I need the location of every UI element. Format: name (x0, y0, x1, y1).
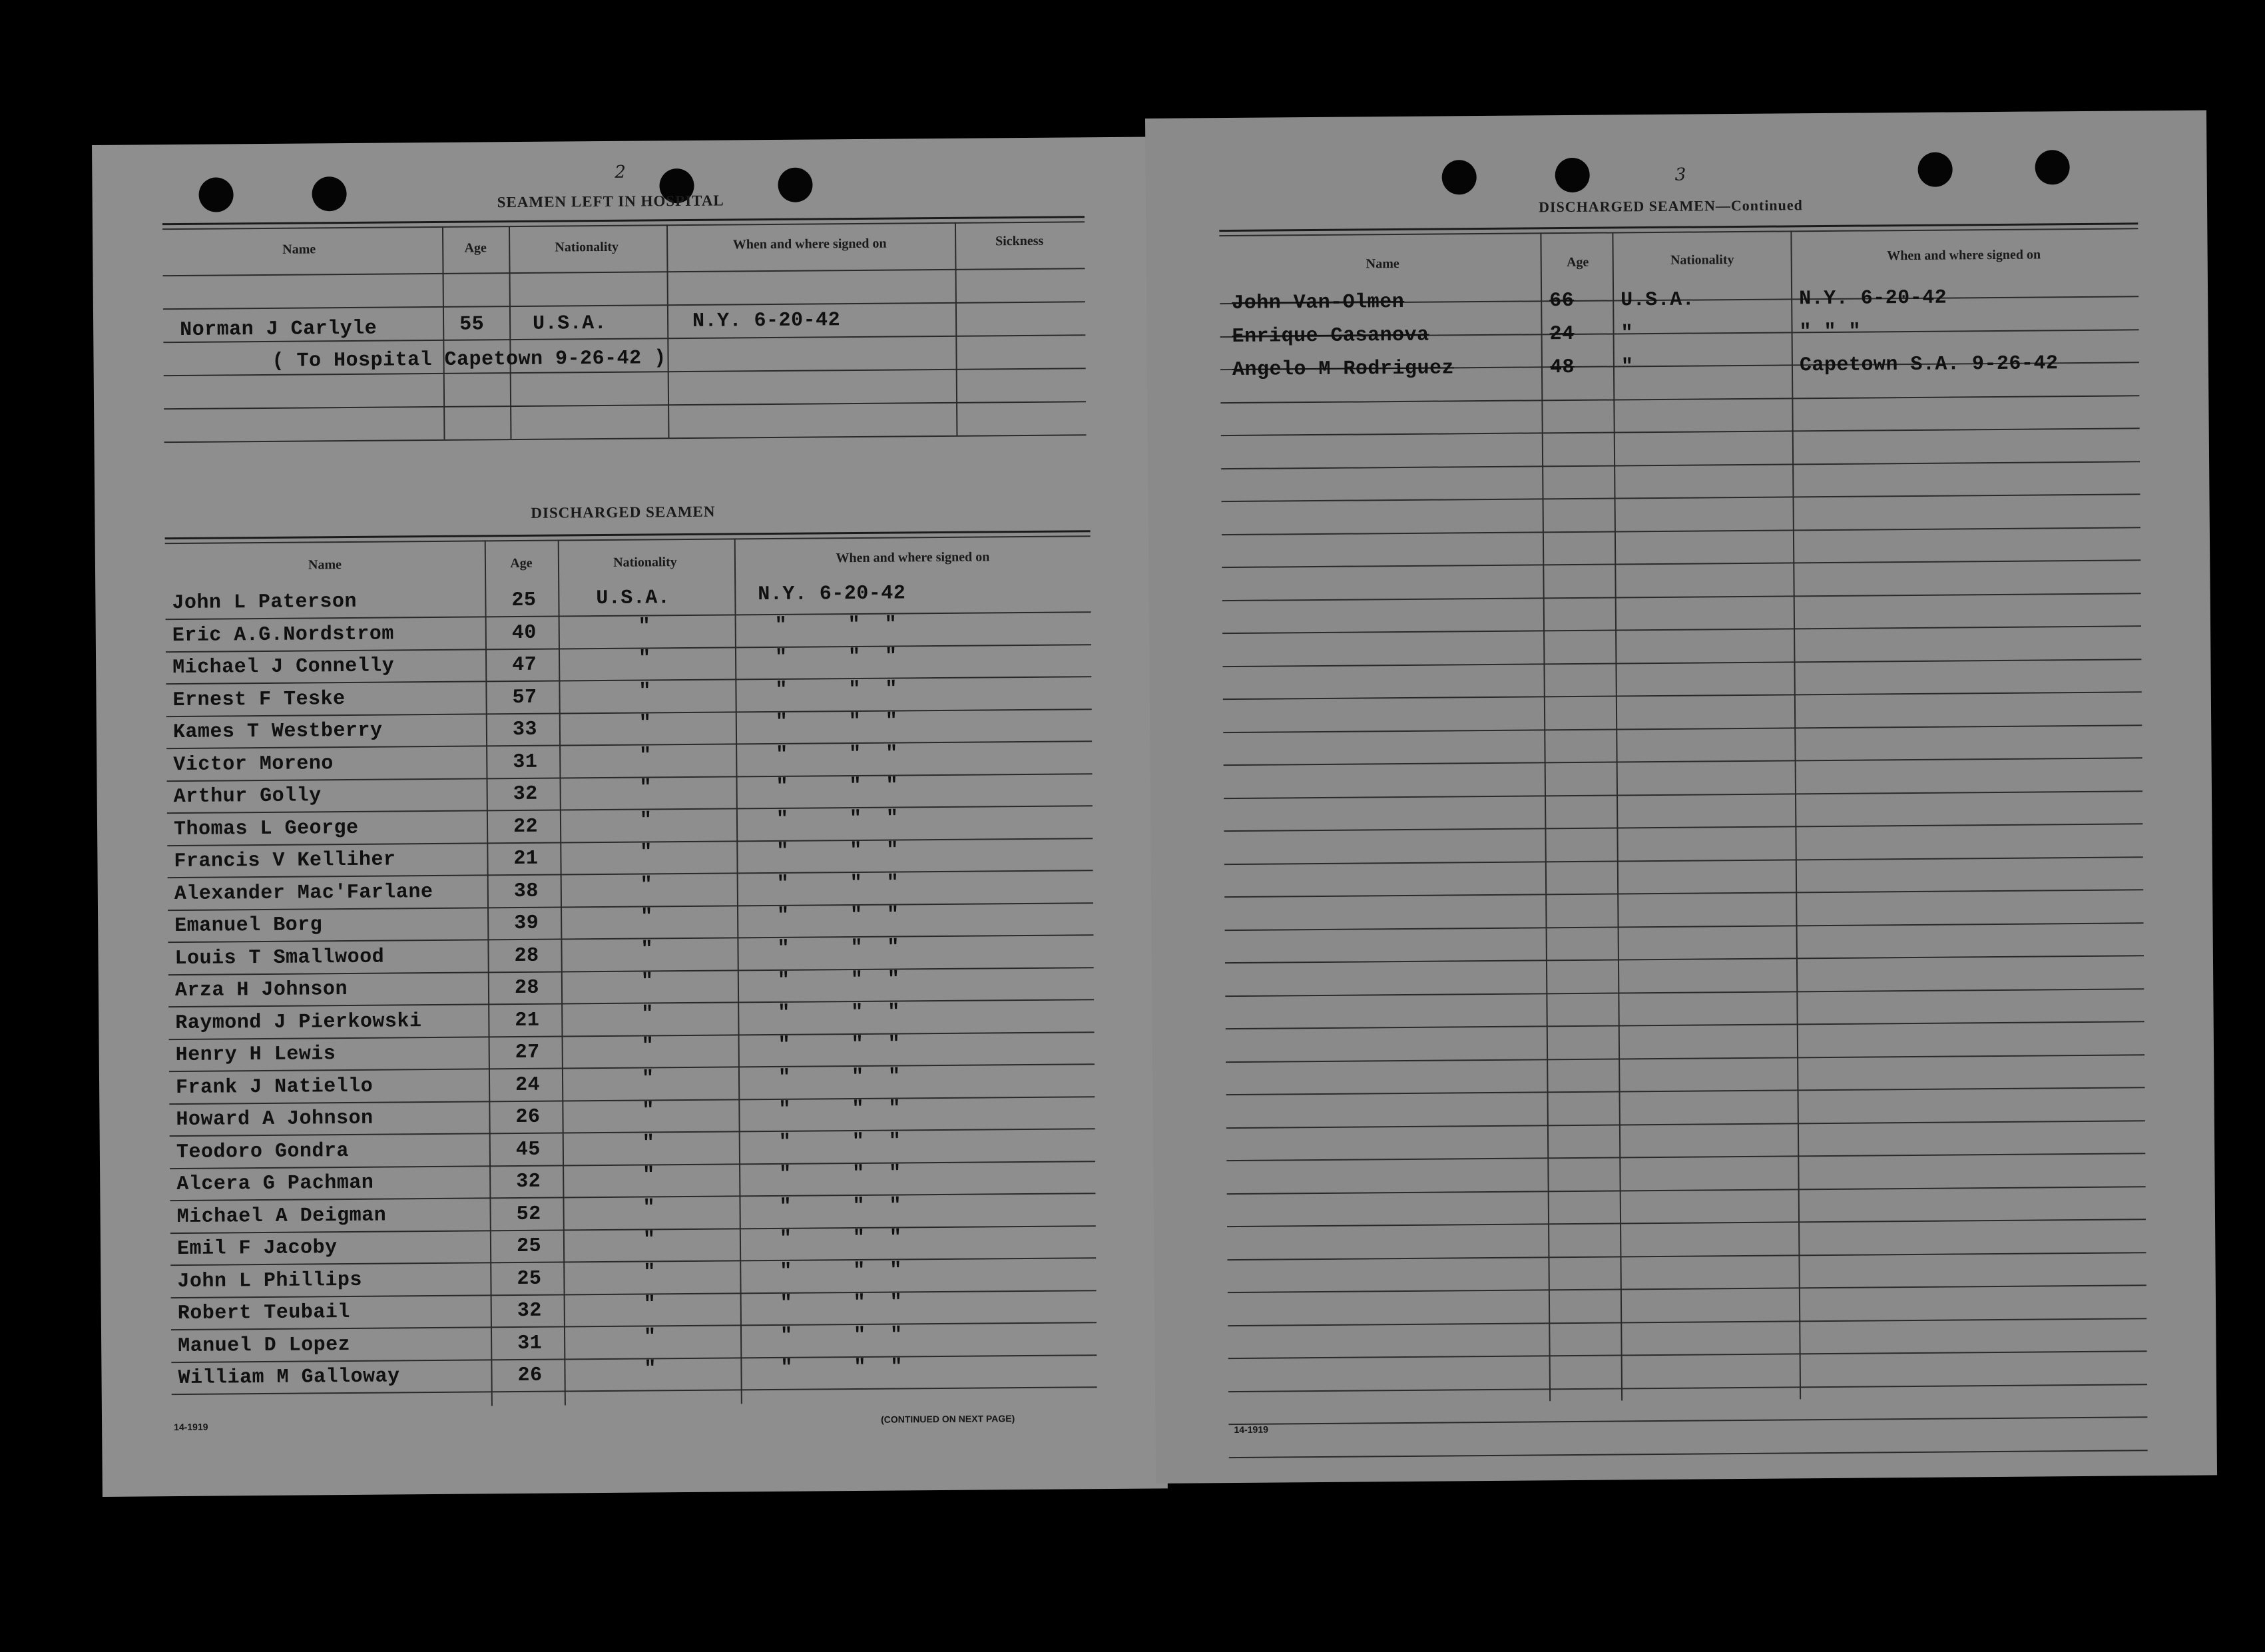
row-rule (1226, 1021, 2144, 1029)
signed-on-ditto: " (885, 710, 897, 733)
seaman-name: Ernest F Teske (172, 687, 346, 712)
nationality-ditto: " (640, 970, 654, 993)
seaman-name: Francis V Kelliher (174, 848, 396, 874)
signed-on-ditto: " (852, 1097, 864, 1121)
hospital-nationality: U.S.A. (532, 312, 607, 336)
row-rule (1223, 724, 2142, 733)
signed-on-ditto: " (775, 679, 788, 702)
seaman-age: 21 (513, 847, 539, 871)
signed-on-ditto: " (779, 1195, 792, 1219)
seaman-age: 24 (1549, 322, 1575, 346)
seaman-name: Victor Moreno (173, 752, 334, 776)
punch-hole (1555, 158, 1589, 192)
signed-on-ditto: " (885, 678, 897, 701)
signed-on-ditto: " (778, 1098, 791, 1121)
nationality-ditto: " (641, 1067, 654, 1091)
punch-hole (198, 177, 233, 212)
col-header-signed-on: When and where signed on (836, 549, 990, 566)
signed-on-ditto: " (848, 613, 860, 637)
seaman-name: Enrique Casanova (1232, 324, 1429, 348)
col-divider (1540, 232, 1551, 1401)
signed-on-ditto: " (851, 1001, 864, 1024)
signed-on-ditto: " (850, 936, 863, 960)
seaman-name: William M Galloway (178, 1365, 400, 1390)
row-rule (1224, 856, 2143, 865)
punch-hole (2035, 150, 2069, 184)
col-header-name: Name (282, 242, 316, 257)
row-rule (1222, 559, 2140, 568)
signed-on-ditto: " (779, 1163, 792, 1186)
signed-on-ditto: " (780, 1324, 793, 1348)
seaman-name: Robert Teubail (177, 1301, 350, 1326)
seaman-age: 52 (516, 1203, 541, 1226)
signed-on-ditto: " (849, 742, 862, 766)
nationality-ditto: " (640, 873, 652, 897)
seaman-signed-on: N.Y. 6-20-42 (1799, 286, 1947, 311)
seaman-age: 48 (1549, 356, 1575, 380)
col-header-sickness: Sickness (995, 233, 1044, 249)
col-header-name: Name (308, 557, 342, 573)
signed-on-ditto: " (848, 645, 861, 669)
signed-on-ditto: " (778, 1033, 790, 1057)
page-number: 3 (1674, 164, 1686, 185)
signed-on-ditto: " (884, 613, 897, 637)
signed-on-ditto: " (850, 839, 862, 863)
row-rule (1224, 790, 2142, 799)
row-rule (1225, 988, 2144, 997)
col-divider (558, 540, 566, 1406)
seaman-age: 25 (517, 1267, 542, 1290)
col-divider (1612, 232, 1623, 1400)
seaman-age: 33 (512, 718, 538, 742)
row-rule (1225, 955, 2144, 964)
signed-on-ditto: " (889, 1258, 902, 1282)
signed-on-ditto: " (887, 1001, 900, 1024)
seaman-age: 22 (513, 815, 539, 838)
signed-on-ditto: " (780, 1292, 792, 1315)
signed-on-ditto: " (890, 1356, 903, 1379)
nationality-ditto: " (643, 1293, 656, 1316)
nationality-ditto: " (638, 712, 651, 735)
row-rule (1224, 889, 2143, 898)
seaman-name: Arthur Golly (173, 784, 322, 809)
seaman-name: John L Paterson (172, 590, 358, 615)
seaman-name: Angelo M Rodriguez (1232, 357, 1455, 382)
signed-on-ditto: " (777, 937, 790, 960)
row-rule (1222, 593, 2141, 601)
seaman-name: Raymond J Pierkowski (175, 1009, 422, 1035)
row-rule (1222, 493, 2140, 502)
seaman-age: 32 (516, 1170, 541, 1194)
signed-on-ditto: " (778, 1131, 791, 1154)
seaman-name: Howard A Johnson (176, 1107, 374, 1132)
nationality-ditto: " (643, 1325, 656, 1349)
seaman-nationality: " (1621, 322, 1634, 346)
rule (162, 216, 1085, 225)
row-rule (1223, 691, 2142, 700)
signed-on-ditto: " (886, 904, 899, 927)
seaman-age: 28 (514, 944, 539, 967)
signed-on-ditto: " (852, 1162, 865, 1186)
row-rule (1224, 823, 2142, 832)
row-rule (1229, 1450, 2148, 1458)
seaman-nationality: U.S.A. (1621, 288, 1695, 312)
discharged-section-title: DISCHARGED SEAMEN (531, 503, 716, 521)
rule (163, 301, 1085, 310)
signed-on-ditto: " (777, 969, 790, 992)
hospital-name: Norman J Carlyle (180, 317, 378, 342)
nationality-ditto: " (642, 1164, 655, 1187)
col-header-nationality: Nationality (555, 239, 619, 255)
seaman-signed-on: N.Y. 6-20-42 (758, 582, 906, 607)
signed-on-ditto: " (887, 968, 900, 991)
signed-on-ditto: " (851, 1065, 864, 1089)
punch-hole (778, 168, 812, 202)
signed-on-ditto: " (780, 1260, 792, 1283)
nationality-ditto: " (641, 1035, 654, 1058)
signed-on-ditto: " (887, 936, 899, 960)
row-rule (1228, 1350, 2147, 1359)
row-rule (1226, 1120, 2145, 1129)
nationality-ditto: " (640, 841, 652, 864)
row-rule (1222, 625, 2141, 634)
signed-on-ditto: " (886, 839, 899, 862)
signed-on-ditto: " (889, 1195, 901, 1218)
signed-on-ditto: " (780, 1356, 793, 1380)
right-section-title: DISCHARGED SEAMEN—Continued (1538, 196, 1803, 216)
seaman-name: Henry H Lewis (175, 1043, 336, 1067)
nationality-ditto: " (639, 744, 652, 768)
col-header-age: Age (510, 555, 533, 571)
nationality-ditto: " (643, 1260, 656, 1284)
row-rule (1222, 659, 2141, 667)
signed-on-ditto: " (848, 678, 861, 701)
col-header-age: Age (464, 240, 487, 256)
signed-on-ditto: " (848, 710, 861, 734)
signed-on-ditto: " (889, 1227, 902, 1250)
signed-on-ditto: " (888, 1097, 901, 1121)
page-number: 2 (615, 162, 627, 182)
row-rule (1226, 1153, 2145, 1161)
signed-on-ditto: " (774, 614, 787, 637)
hospital-note: ( To Hospital Capetown 9-26-42 ) (272, 347, 666, 373)
row-rule (1228, 1284, 2146, 1293)
signed-on-ditto: " (776, 840, 789, 863)
seaman-name: Kames T Westberry (172, 719, 383, 744)
nationality-ditto: " (638, 615, 650, 639)
rule (164, 401, 1086, 410)
signed-on-ditto: " (850, 904, 863, 928)
punch-hole (1442, 160, 1477, 194)
col-divider (485, 540, 493, 1406)
signed-on-ditto: " (853, 1259, 866, 1282)
signed-on-ditto: " (885, 774, 898, 798)
rule (1219, 222, 2138, 232)
row-rule (1225, 922, 2144, 931)
seaman-name: Thomas L George (173, 816, 359, 841)
row-rule (1220, 395, 2139, 404)
signed-on-ditto: " (850, 968, 864, 992)
signed-on-ditto: " (852, 1130, 864, 1153)
seaman-age: 47 (512, 653, 537, 677)
nationality-ditto: " (639, 776, 652, 800)
signed-on-ditto: " (774, 646, 788, 669)
signed-on-ditto: " (775, 710, 788, 734)
col-header-age: Age (1566, 254, 1589, 270)
seaman-name: John L Phillips (177, 1268, 363, 1293)
signed-on-ditto: " (889, 1323, 903, 1347)
seaman-name: Michael A Deigman (176, 1204, 387, 1229)
seaman-name: Alexander Mac'Farlane (174, 880, 433, 906)
seaman-age: 66 (1549, 289, 1575, 313)
signed-on-ditto: " (778, 1066, 791, 1089)
signed-on-ditto: " (851, 1033, 864, 1057)
seaman-age: 45 (515, 1138, 541, 1161)
col-divider (734, 538, 742, 1404)
signed-on-ditto: " (852, 1195, 865, 1218)
signed-on-ditto: " (887, 1033, 900, 1056)
row-rule (1228, 1384, 2147, 1392)
row-rule (1221, 427, 2140, 436)
rule (165, 530, 1091, 539)
signed-on-ditto: " (849, 774, 862, 798)
nationality-ditto: " (639, 808, 652, 832)
seaman-name: Manuel D Lopez (178, 1333, 351, 1358)
continued-note: (CONTINUED ON NEXT PAGE) (881, 1413, 1015, 1425)
signed-on-ditto: " (778, 1001, 790, 1025)
nationality-ditto: " (644, 1358, 656, 1381)
signed-on-ditto: " (776, 808, 789, 831)
signed-on-ditto: " (889, 1162, 901, 1185)
signed-on-ditto: " (776, 743, 788, 766)
seaman-signed-on: " " " (1799, 320, 1862, 344)
signed-on-ditto: " (854, 1356, 866, 1380)
seaman-signed-on: Capetown S.A. 9-26-42 (1799, 352, 2059, 378)
seaman-age: 24 (515, 1073, 541, 1097)
signed-on-ditto: " (889, 1291, 902, 1314)
row-rule (1224, 757, 2142, 766)
seaman-age: 28 (514, 976, 540, 1000)
signed-on-ditto: " (853, 1324, 866, 1347)
signed-on-ditto: " (885, 807, 899, 830)
nationality-ditto: " (642, 1229, 656, 1252)
signed-on-ditto: " (853, 1291, 866, 1315)
form-number: 14-1919 (1234, 1424, 1268, 1436)
hospital-section-title: SEAMEN LEFT IN HOSPITAL (497, 192, 724, 211)
seaman-name: Teodoro Gondra (176, 1139, 350, 1164)
signed-on-ditto: " (776, 904, 790, 928)
signed-on-ditto: " (888, 1130, 901, 1153)
seaman-age: 32 (517, 1299, 542, 1323)
row-rule (1227, 1219, 2146, 1227)
seaman-age: 26 (515, 1105, 541, 1129)
seaman-age: 31 (513, 750, 538, 774)
nationality-ditto: " (642, 1131, 654, 1155)
nationality-ditto: " (642, 1099, 654, 1123)
signed-on-ditto: " (850, 872, 862, 895)
seaman-name: Frank J Natiello (175, 1075, 374, 1099)
seaman-name: Michael J Connelly (172, 655, 395, 680)
seaman-age: 31 (517, 1332, 543, 1355)
signed-on-ditto: " (886, 872, 899, 895)
nationality-ditto: " (638, 647, 651, 671)
seaman-age: 38 (513, 880, 539, 903)
row-rule (1226, 1087, 2145, 1095)
seaman-name: Louis T Smallwood (174, 946, 385, 970)
seaman-age: 25 (516, 1235, 542, 1258)
col-header-name: Name (1366, 256, 1399, 272)
row-rule (1227, 1186, 2146, 1195)
row-rule (1226, 1054, 2144, 1063)
row-rule (1227, 1252, 2146, 1260)
right-page (1145, 110, 2217, 1483)
row-rule (1221, 461, 2140, 469)
seaman-age: 57 (512, 686, 537, 709)
col-header-signed-on: When and where signed on (732, 236, 887, 252)
seaman-age: 32 (513, 782, 538, 806)
seaman-name: Arza H Johnson (174, 978, 348, 1003)
nationality-ditto: " (638, 679, 651, 703)
col-header-nationality: Nationality (613, 555, 677, 570)
signed-on-ditto: " (849, 807, 862, 830)
seaman-nationality: " (1621, 356, 1634, 379)
rule (163, 268, 1085, 276)
seaman-age: 25 (511, 589, 537, 613)
col-header-signed-on: When and where signed on (1887, 247, 2041, 264)
signed-on-ditto: " (884, 645, 897, 669)
signed-on-ditto: " (852, 1227, 866, 1250)
hospital-signed-on: N.Y. 6-20-42 (692, 309, 841, 333)
col-divider (1790, 230, 1801, 1399)
seaman-name: Eric A.G.Nordstrom (172, 622, 394, 647)
form-number: 14-1919 (174, 1421, 208, 1433)
seaman-age: 39 (514, 912, 539, 936)
seaman-name: Emil F Jacoby (176, 1237, 338, 1261)
row-rule (1228, 1416, 2147, 1425)
signed-on-ditto: " (885, 742, 898, 766)
nationality-ditto: " (640, 938, 653, 962)
punch-hole (1917, 152, 1952, 186)
seaman-name: Alcera G Pachman (176, 1171, 374, 1197)
signed-on-ditto: " (887, 1065, 901, 1089)
rule (164, 434, 1086, 443)
col-header-nationality: Nationality (1670, 252, 1734, 268)
hospital-age: 55 (459, 313, 485, 336)
nationality-ditto: " (642, 1196, 655, 1220)
seaman-name: John Van-Olmen (1232, 290, 1405, 315)
seaman-nationality: U.S.A. (596, 587, 670, 611)
seaman-age: 21 (515, 1009, 540, 1032)
seaman-age: 26 (517, 1364, 543, 1388)
signed-on-ditto: " (776, 872, 789, 896)
seaman-age: 40 (511, 621, 537, 645)
row-rule (1228, 1318, 2146, 1326)
nationality-ditto: " (641, 1002, 654, 1026)
signed-on-ditto: " (779, 1227, 792, 1250)
punch-hole (312, 176, 346, 211)
nationality-ditto: " (640, 906, 653, 929)
seaman-age: 27 (515, 1041, 540, 1065)
left-page (92, 137, 1168, 1497)
row-rule (1222, 527, 2140, 535)
seaman-name: Emanuel Borg (174, 914, 323, 938)
signed-on-ditto: " (776, 775, 788, 798)
